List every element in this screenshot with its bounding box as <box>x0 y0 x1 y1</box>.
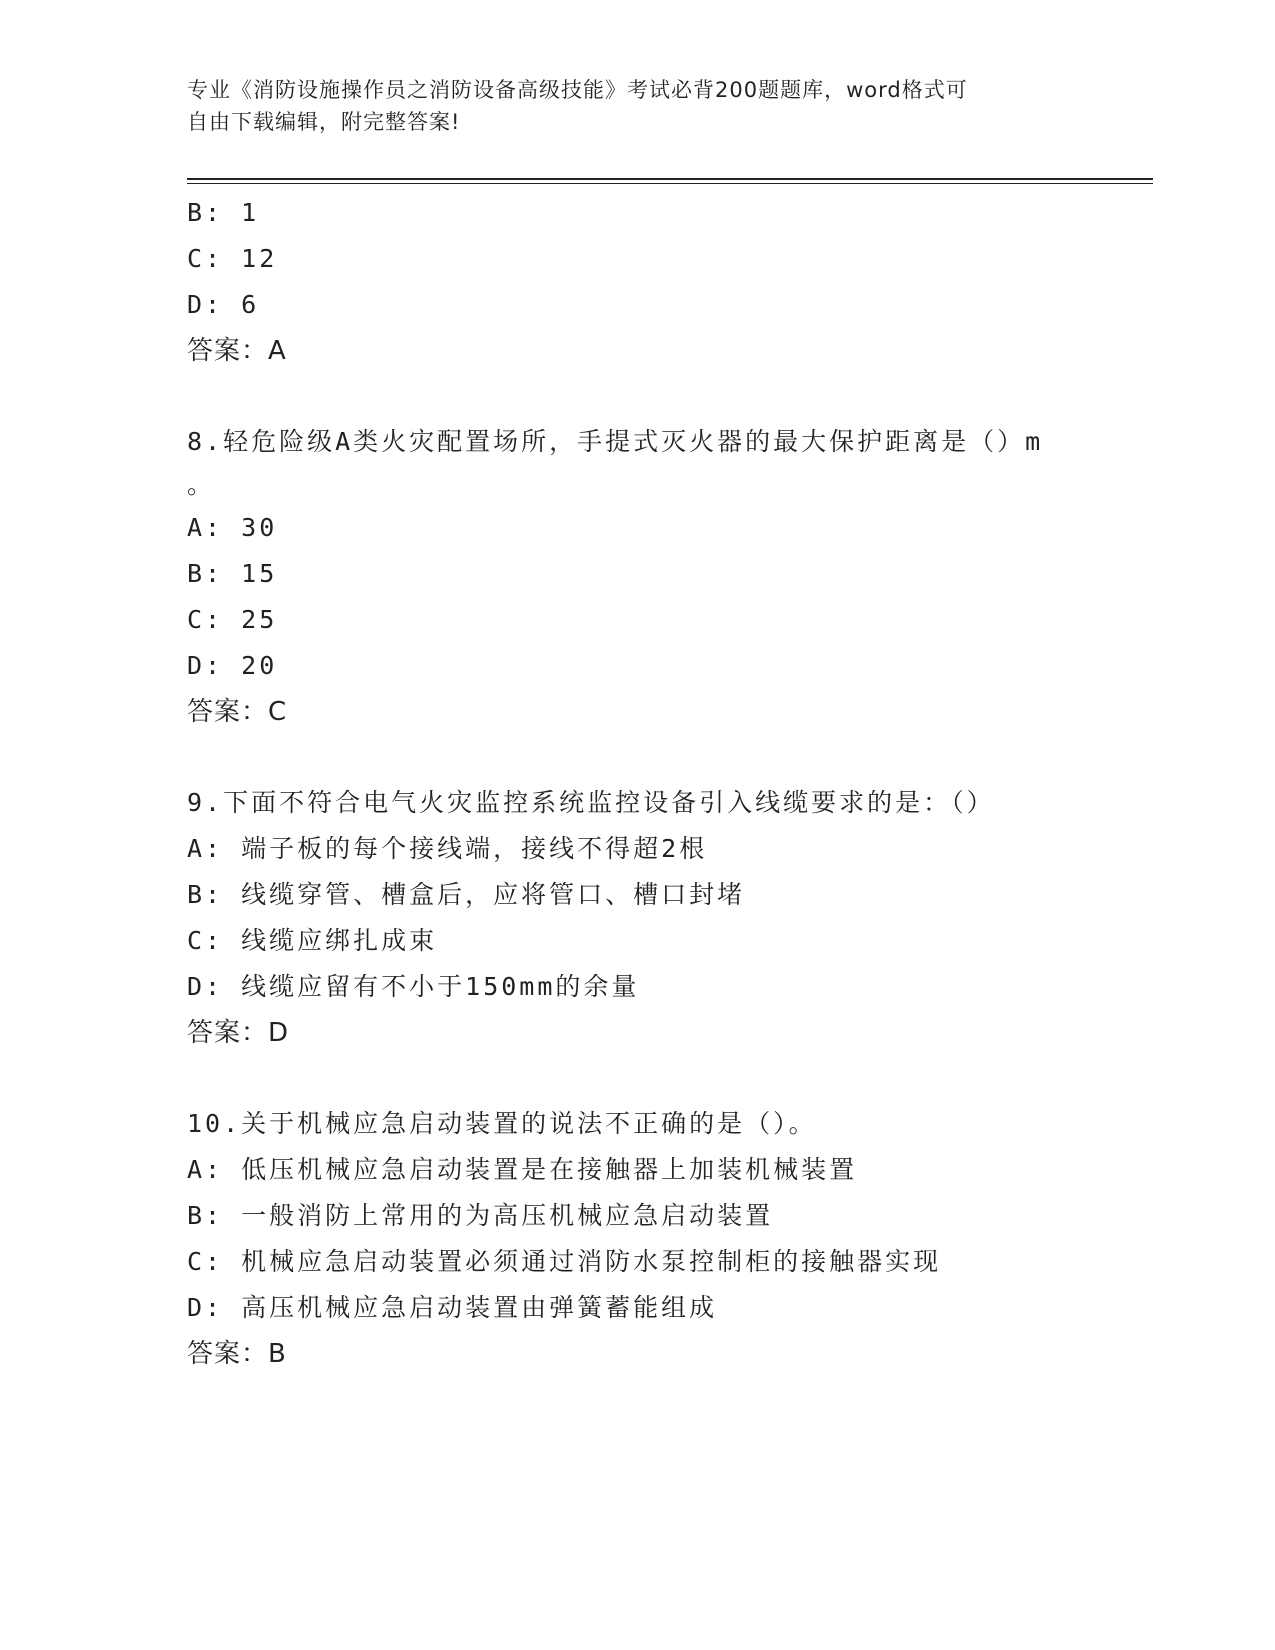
answer: 答案：B <box>187 1339 287 1369</box>
option-d: D: 20 <box>187 651 278 680</box>
header-line-1: 专业《消防设施操作员之消防设备高级技能》考试必背200题题库，word格式可 <box>187 78 968 102</box>
question-10 <box>187 1101 1087 1377</box>
question-8 <box>187 419 1087 735</box>
option-c: C: 机械应急启动装置必须通过消防水泵控制柜的接触器实现 <box>187 1247 942 1276</box>
option-d: D: 6 <box>187 290 260 319</box>
question-stem: 8.轻危险级A类火灾配置场所，手提式灭火器的最大保护距离是（）m <box>187 427 1044 456</box>
page-header <box>187 74 1087 138</box>
header-line-2: 自由下载编辑，附完整答案! <box>187 110 461 134</box>
question-9 <box>187 780 1087 1056</box>
option-b: B: 1 <box>187 198 260 227</box>
answer: 答案：C <box>187 697 288 727</box>
option-b: B: 线缆穿管、槽盒后，应将管口、槽口封堵 <box>187 880 746 909</box>
previous-question <box>187 190 1087 374</box>
option-a: A: 30 <box>187 513 278 542</box>
header-rule-bottom <box>187 183 1153 184</box>
option-c: C: 25 <box>187 605 278 634</box>
question-stem: 10.关于机械应急启动装置的说法不正确的是（）。 <box>187 1109 817 1138</box>
answer: 答案：D <box>187 1018 290 1048</box>
answer: 答案：A <box>187 336 287 366</box>
option-a: A: 端子板的每个接线端，接线不得超2根 <box>187 834 708 863</box>
option-d: D: 线缆应留有不小于150mm的余量 <box>187 972 640 1001</box>
option-b: B: 一般消防上常用的为高压机械应急启动装置 <box>187 1201 774 1230</box>
header-rule-top <box>187 178 1153 180</box>
question-stem-continuation: 。 <box>187 470 216 499</box>
option-c: C: 线缆应绑扎成束 <box>187 926 438 955</box>
question-content <box>187 190 1087 1377</box>
option-b: B: 15 <box>187 559 278 588</box>
option-c: C: 12 <box>187 244 278 273</box>
question-stem: 9.下面不符合电气火灾监控系统监控设备引入线缆要求的是：（） <box>187 788 995 817</box>
option-a: A: 低压机械应急启动装置是在接触器上加装机械装置 <box>187 1155 858 1184</box>
option-d: D: 高压机械应急启动装置由弹簧蓄能组成 <box>187 1293 718 1322</box>
